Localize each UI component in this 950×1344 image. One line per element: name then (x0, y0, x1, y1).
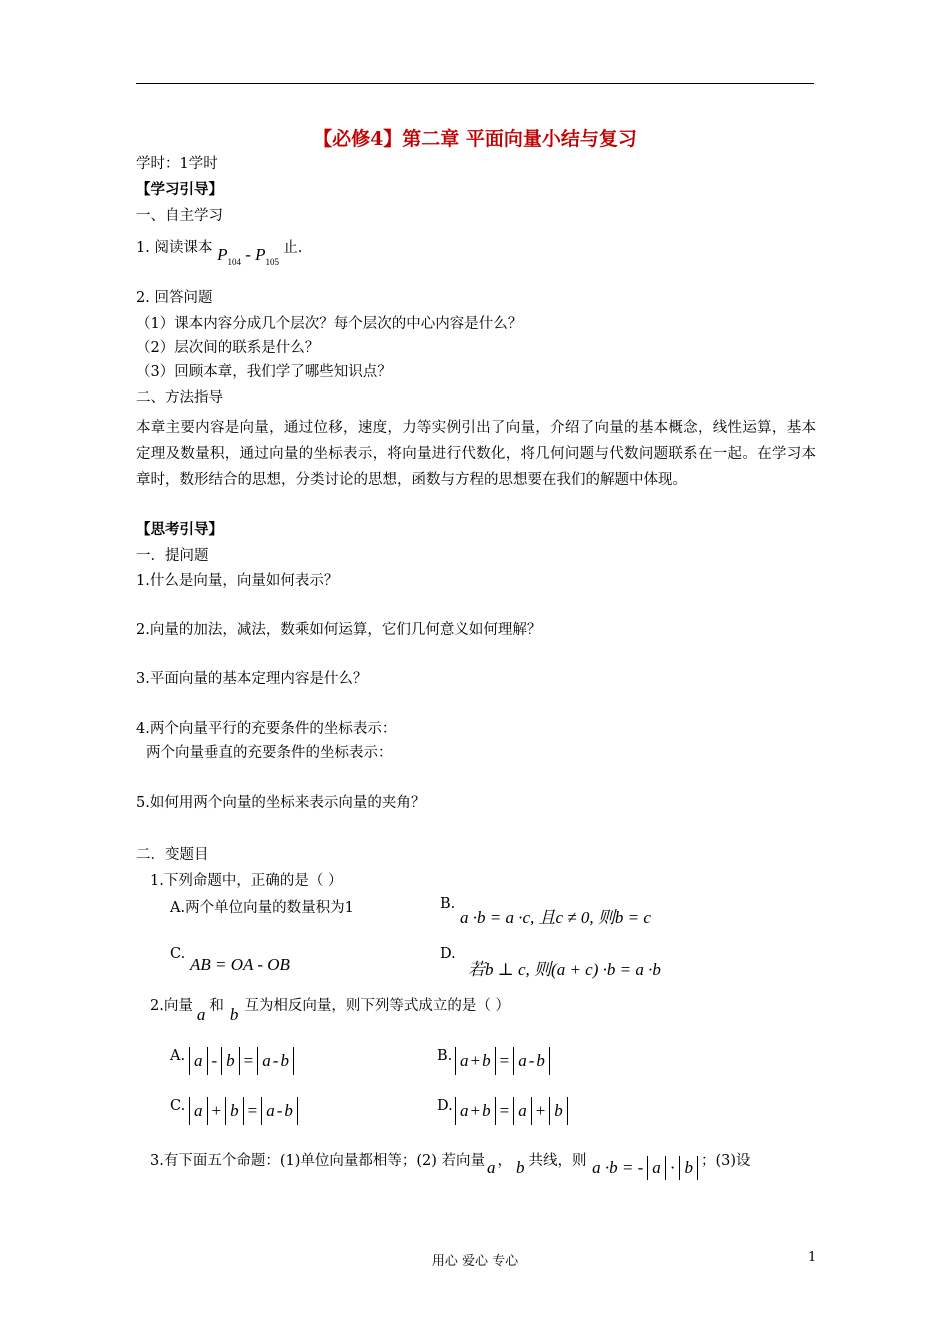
problem1-option-d-expr: 若b ⊥ c, 则(a + c) ·b = a ·b (468, 960, 661, 979)
problem3-var-b: b (516, 1158, 525, 1177)
header-rule (136, 83, 814, 84)
problem2-option-b-label: B. (437, 1048, 453, 1064)
section-heading-learning: 【学习引导】 (136, 181, 223, 198)
problem2-option-b-expr: a + b = a - b (452, 1047, 553, 1075)
problem2-option-c-label: C. (170, 1098, 186, 1114)
item-answer-questions: 2. 回答问题 (136, 290, 213, 306)
problem2-stem-and: 和 (209, 998, 224, 1014)
page-symbol-end: P (255, 245, 266, 264)
thinking-q5: 5.如何用两个向量的坐标来表示向量的夹角？ (136, 795, 426, 811)
page-start: 104 (227, 257, 241, 267)
question-3: （3）回顾本章，我们学了哪些知识点？ (136, 364, 392, 380)
thinking-q4a: 4.两个向量平行的充要条件的坐标表示： (136, 721, 397, 737)
part-method: 二、方法指导 (136, 390, 223, 406)
problem1-option-c-label: C. (170, 946, 186, 962)
section-heading-thinking: 【思考引导】 (136, 521, 223, 538)
part-self-study: 一、自主学习 (136, 208, 223, 224)
item-read-textbook (136, 236, 303, 267)
problem2-option-a-expr: a - b = a - b (186, 1047, 297, 1075)
problem3-var-a: a (487, 1158, 496, 1177)
page-symbol-start: P (217, 245, 228, 264)
problem3-stem-a: 3.有下面五个命题：(1)单位向量都相等；(2) 若向量 (150, 1153, 486, 1169)
problem3-stem-b: 共线，则 (528, 1153, 587, 1169)
question-1: （1）课本内容分成几个层次？每个层次的中心内容是什么？ (136, 316, 523, 332)
problem2-option-a-label: A. (170, 1048, 186, 1064)
problem2-option-c-expr: a + b = a - b (186, 1097, 301, 1125)
page-footer: 用心 爱心 专心 (431, 1254, 519, 1269)
problem2-stem-a: 2.向量 (150, 998, 193, 1014)
class-hours: 学时：1学时 (136, 156, 218, 172)
problem3-stem-c: ；(3)设 (700, 1153, 751, 1169)
problem2-var-a: a (196, 1005, 206, 1024)
page-number: 1 (808, 1250, 817, 1265)
part-variant-problems: 二．变题目 (136, 847, 209, 863)
item-read-prefix: 1. 阅读课本 (136, 240, 213, 256)
problem2-stem (150, 994, 510, 1024)
problem1-stem: 1.下列命题中，正确的是（ ） (150, 873, 343, 889)
problem2-option-d-expr: a + b = a + b (452, 1097, 571, 1125)
problem1-option-d-label: D. (440, 946, 456, 962)
question-2: （2）层次间的联系是什么？ (136, 340, 320, 356)
item-read-suffix: 止. (283, 240, 303, 256)
thinking-q2: 2.向量的加法，减法，数乘如何运算，它们几何意义如何理解？ (136, 622, 542, 638)
range-dash: - (245, 245, 251, 264)
problem3-comma: ， (497, 1153, 513, 1169)
problem3-expr-left: a ·b = - (592, 1158, 644, 1177)
page-range (217, 245, 283, 267)
problem2-stem-b: 互为相反向量，则下列等式成立的是（ ） (244, 998, 510, 1014)
part-questions: 一．提问题 (136, 548, 209, 564)
problem1-option-b-label: B. (440, 896, 456, 912)
page-end: 105 (265, 257, 280, 267)
problem2-option-d-label: D. (437, 1098, 453, 1114)
problem3-stem (150, 1148, 751, 1177)
thinking-q3: 3.平面向量的基本定理内容是什么？ (136, 671, 368, 687)
problem1-option-a: A.两个单位向量的数量积为1 (170, 900, 354, 916)
thinking-q4b: 两个向量垂直的充要条件的坐标表示： (146, 745, 393, 761)
problem1-option-b-expr: a ·b = a ·c, 且c ≠ 0, 则b = c (460, 908, 651, 927)
problem2-var-b: b (229, 1005, 239, 1024)
method-paragraph: 本章主要内容是向量，通过位移，速度，力等实例引出了向量，介绍了向量的基本概念，线性运算，基本定理及数量积，通过向量的坐标表示，将向量进行代数化，将几何问题与代数问题联系在一起。在学习本章时，数形结合的思想，分类讨论的思想，函数与方程的思想要在我们的解题中体现。 (136, 420, 816, 488)
problem3-expr: a ·b = - a · b (591, 1156, 701, 1180)
problem1-option-c-expr: AB = OA - OB (190, 955, 290, 974)
thinking-q1: 1.什么是向量，向量如何表示？ (136, 573, 339, 589)
page-title: 【必修4】第二章 平面向量小结与复习 (313, 128, 637, 150)
